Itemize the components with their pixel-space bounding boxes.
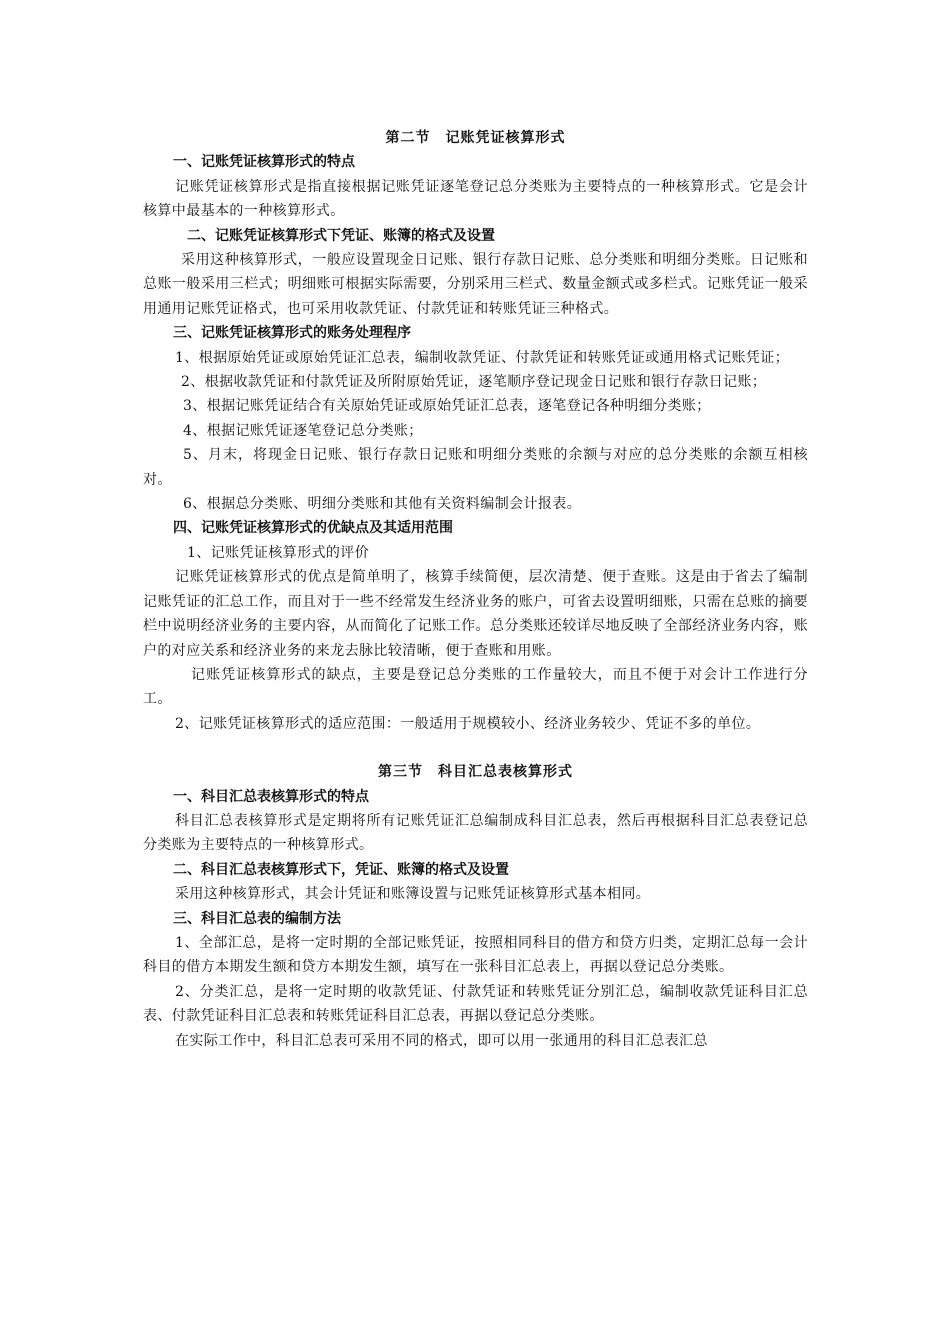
- paragraph: 记账凭证核算形式是指直接根据记账凭证逐笔登记总分类账为主要特点的一种核算形式。它是会计核算中最基本的一种核算形式。: [143, 178, 808, 220]
- paragraph: 2、记账凭证核算形式的适应范围：一般适用于规模较小、经济业务较少、凭证不多的单位。: [175, 715, 761, 732]
- section-title: 第三节 科目汇总表核算形式: [378, 764, 573, 781]
- step-item: 5、月末，将现金日记账、银行存款日记账和明细分类账的余额与对应的总分类账的余额互相核对。: [143, 447, 808, 488]
- heading: 二、记账凭证核算形式下凭证、账簿的格式及设置: [187, 227, 495, 244]
- step-item: 1、根据原始凭证或原始凭证汇总表，编制收款凭证、付款凭证和转账凭证或通用格式记账凭证；: [175, 349, 790, 366]
- step-item: 6、根据总分类账、明细分类账和其他有关资料编制会计报表。: [183, 496, 582, 513]
- method-item: 1、全部汇总，是将一定时期的全部记账凭证，按照相同科目的借方和贷方归类，定期汇总每一会计科目的借方本期发生额和贷方本期发生额，填写在一张科目汇总表上，再据以登记总分类账。: [143, 934, 808, 976]
- step-item: 3、根据记账凭证结合有关原始凭证或原始凭证汇总表，逐笔登记各种明细分类账；: [183, 398, 711, 415]
- step-item: 2、根据收款凭证和付款凭证及所附原始凭证，逐笔顺序登记现金日记账和银行存款日记账；: [181, 374, 767, 391]
- paragraph: 采用这种核算形式，一般应设置现金日记账、银行存款日记账、总分类账和明细分类账。日记账和总账一般采用三栏式；明细账可根据实际需要，分别采用三栏式、数量金额式或多栏式。记账凭证一般采用通用记账凭证格式，也可采用收款凭证、付款凭证和转账凭证三种格式。: [143, 252, 808, 317]
- heading: 三、科目汇总表的编制方法: [173, 910, 341, 927]
- paragraph: 记账凭证核算形式的缺点，主要是登记总分类账的工作量较大，而且不便于对会计工作进行分工。: [143, 666, 808, 708]
- heading: 四、记账凭证核算形式的优缺点及其适用范围: [173, 520, 453, 537]
- subheading: 1、记账凭证核算形式的评价: [187, 544, 370, 561]
- document-page: [143, 126, 808, 1053]
- paragraph: 记账凭证核算形式的优点是简单明了，核算手续简便，层次清楚、便于查账。这是由于省去了编制记账凭证的汇总工作，而且对于一些不经常发生经济业务的账户，可省去设置明细账，只需在总账的摘要栏中说明经济业务的主要内容，从而简化了记账工作。总分类账还较详尽地反映了全部经济业务内容，账户的对应关系和经济业务的来龙去脉比较清晰，便于查账和用账。: [143, 569, 808, 659]
- heading: 三、记账凭证核算形式的账务处理程序: [173, 325, 411, 342]
- paragraph: 科目汇总表核算形式是定期将所有记账凭证汇总编制成科目汇总表，然后再根据科目汇总表登记总分类账为主要特点的一种核算形式。: [143, 812, 808, 854]
- step-item: 4、根据记账凭证逐笔登记总分类账；: [183, 422, 423, 439]
- section-title: 第二节 记账凭证核算形式: [385, 130, 566, 146]
- method-item: 2、分类汇总，是将一定时期的收款凭证、付款凭证和转账凭证分别汇总，编制收款凭证科目汇总表、付款凭证科目汇总表和转账凭证科目汇总表，再据以登记总分类账。: [143, 983, 808, 1025]
- paragraph: 在实际工作中，科目汇总表可采用不同的格式，即可以用一张通用的科目汇总表汇总: [175, 1032, 708, 1049]
- heading: 一、记账凭证核算形式的特点: [173, 154, 355, 171]
- heading: 一、科目汇总表核算形式的特点: [173, 788, 369, 805]
- heading: 二、科目汇总表核算形式下，凭证、账簿的格式及设置: [173, 861, 509, 878]
- paragraph: 采用这种核算形式，其会计凭证和账簿设置与记账凭证核算形式基本相同。: [175, 886, 651, 903]
